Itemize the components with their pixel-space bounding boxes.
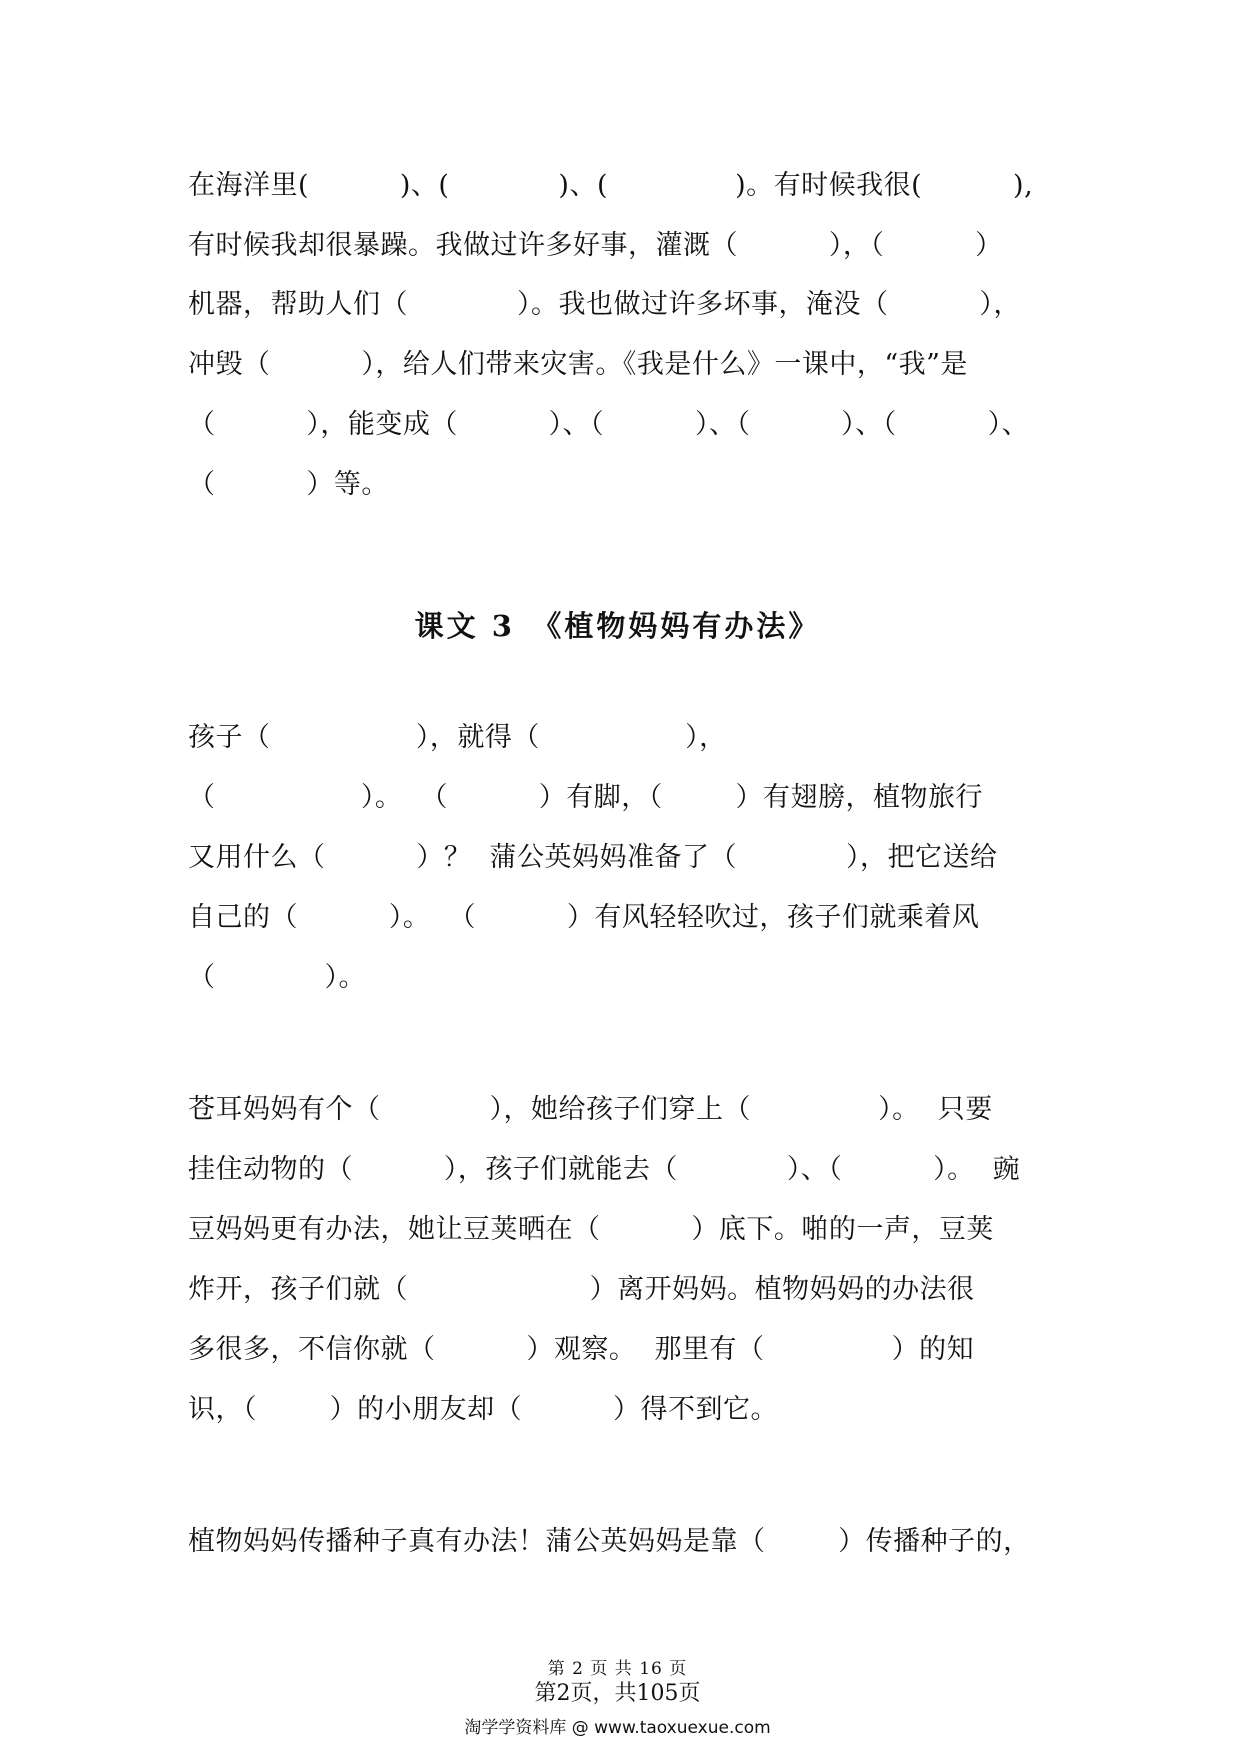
- text-line: 豆妈妈更有办法，她让豆荚晒在（ ）底下。啪的一声，豆荚: [188, 1214, 994, 1245]
- text-line: （ ）。: [188, 962, 366, 993]
- text-line: 识，（ ）的小朋友却（ ）得不到它。: [188, 1394, 778, 1425]
- text-line: 又用什么（ ）？ 蒲公英妈妈准备了（ ），把它送给: [188, 842, 998, 873]
- text-line: 孩子（ ），就得（ ），: [188, 722, 727, 753]
- text-line: （ ）等。: [188, 469, 389, 500]
- text-line: 多很多，不信你就（ ）观察。 那里有（ ）的知: [188, 1334, 975, 1365]
- text-line: 炸开，孩子们就（ ）离开妈妈。植物妈妈的办法很: [188, 1274, 975, 1305]
- text-line: 自己的（ ）。 （ ）有风轻轻吹过，孩子们就乘着风: [188, 902, 980, 933]
- source-watermark: 淘学学资料库 @ www.taoxuexue.com: [464, 1718, 771, 1738]
- text-line: （ ）。 （ ）有脚，（ ）有翅膀，植物旅行: [188, 782, 983, 813]
- text-line: 机器，帮助人们（ ）。我也做过许多坏事，淹没（ ），: [188, 289, 1021, 320]
- text-line: 植物妈妈传播种子真有办法！蒲公英妈妈是靠（ ）传播种子的，: [188, 1526, 1031, 1557]
- lesson-title: 课文 3 《植物妈妈有办法》: [414, 609, 821, 643]
- text-line: 在海洋里( )、( )、( )。有时候我很( ),: [188, 170, 1034, 201]
- text-line: 苍耳妈妈有个（ ），她给孩子们穿上（ ）。 只要: [188, 1094, 993, 1125]
- text-line: （ ），能变成（ ）、（ ）、（ ）、（ ）、: [188, 409, 1030, 440]
- text-line: 有时候我却很暴躁。我做过许多好事，灌溉（ ），（ ）: [188, 230, 1003, 261]
- text-line: 挂住动物的（ ），孩子们就能去（ ）、（ ）。 豌: [188, 1154, 1021, 1185]
- page-number-small: 第 2 页 共 16 页: [547, 1659, 688, 1679]
- page-number-large: 第2页，共105页: [534, 1681, 701, 1706]
- text-line: 冲毁（ ），给人们带来灾害。《我是什么》一课中，“我”是: [188, 349, 968, 380]
